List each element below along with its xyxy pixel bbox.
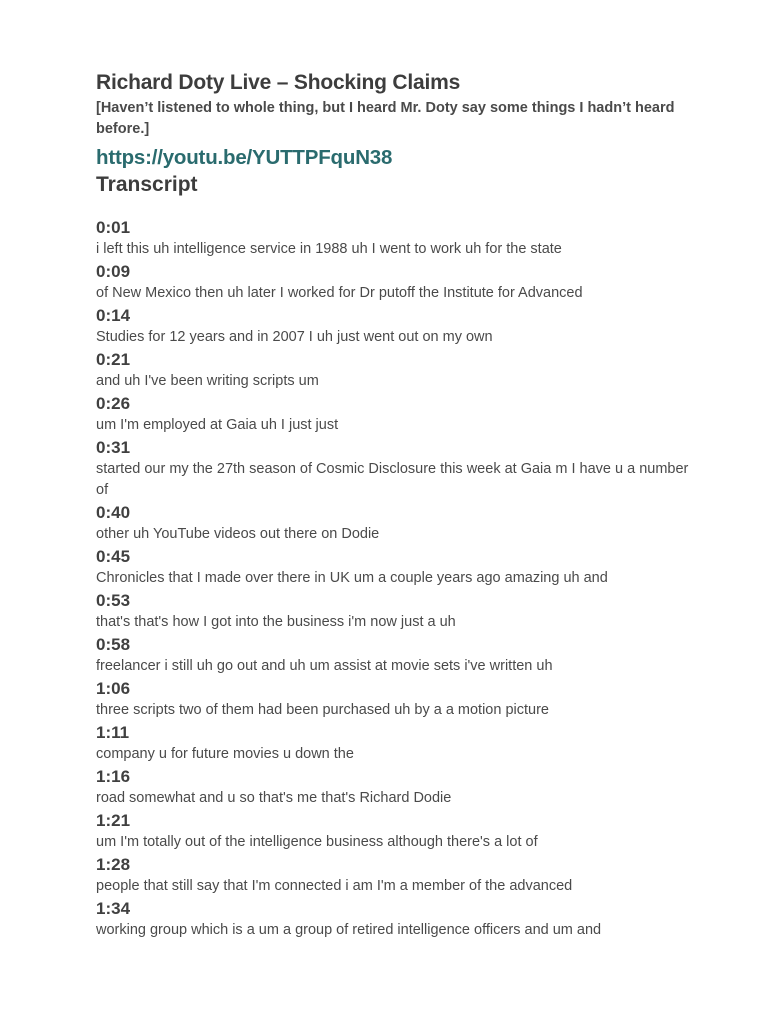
- transcript-entry: [96, 436, 696, 501]
- transcript-list: [96, 216, 696, 941]
- timestamp[interactable]: 1:06: [96, 679, 131, 698]
- transcript-text: um I'm employed at Gaia uh I just just: [96, 417, 339, 433]
- transcript-entry: [96, 721, 696, 765]
- transcript-entry: [96, 304, 696, 348]
- transcript-text: freelancer i still uh go out and uh um assist at movie sets i've written uh: [96, 658, 553, 674]
- transcript-text: other uh YouTube videos out there on Dodie: [96, 526, 380, 542]
- transcript-entry: [96, 589, 696, 633]
- timestamp[interactable]: 0:40: [96, 503, 131, 522]
- timestamp[interactable]: 0:45: [96, 547, 131, 566]
- timestamp[interactable]: 0:58: [96, 635, 131, 654]
- transcript-text: road somewhat and u so that's me that's Richard Dodie: [96, 790, 452, 806]
- post-note: [Haven’t listened to whole thing, but I heard Mr. Doty say some things I hadn’t heard before.]: [96, 100, 675, 137]
- transcript-entry: [96, 260, 696, 304]
- timestamp[interactable]: 1:11: [96, 723, 130, 742]
- transcript-text: that's that's how I got into the business i'm now just a uh: [96, 614, 456, 630]
- document-page: [96, 70, 696, 941]
- timestamp[interactable]: 0:14: [96, 306, 131, 325]
- timestamp[interactable]: 0:26: [96, 394, 131, 413]
- transcript-entry: [96, 633, 696, 677]
- transcript-text: um I'm totally out of the intelligence business although there's a lot of: [96, 834, 538, 850]
- transcript-entry: [96, 677, 696, 721]
- timestamp[interactable]: 0:21: [96, 350, 131, 369]
- post-title: Richard Doty Live – Shocking Claims: [96, 71, 461, 94]
- timestamp[interactable]: 0:01: [96, 218, 131, 237]
- transcript-entry: [96, 216, 696, 260]
- transcript-entry: [96, 809, 696, 853]
- transcript-text: company u for future movies u down the: [96, 746, 354, 762]
- timestamp[interactable]: 0:09: [96, 262, 131, 281]
- transcript-text: people that still say that I'm connected i am I'm a member of the advanced: [96, 878, 573, 894]
- transcript-text: of New Mexico then uh later I worked for Dr putoff the Institute for Advanced: [96, 285, 583, 301]
- transcript-text: three scripts two of them had been purchased uh by a a motion picture: [96, 702, 549, 718]
- transcript-heading: Transcript: [96, 173, 198, 196]
- transcript-entry: [96, 897, 696, 941]
- transcript-entry: [96, 392, 696, 436]
- video-link[interactable]: https://youtu.be/YUTTPFquN38: [96, 146, 393, 169]
- transcript-entry: [96, 765, 696, 809]
- transcript-entry: [96, 348, 696, 392]
- transcript-text: working group which is a um a group of retired intelligence officers and um and: [96, 922, 602, 938]
- timestamp[interactable]: 1:16: [96, 767, 131, 786]
- timestamp[interactable]: 0:31: [96, 438, 131, 457]
- transcript-text: and uh I've been writing scripts um: [96, 373, 319, 389]
- transcript-text: Chronicles that I made over there in UK um a couple years ago amazing uh and: [96, 570, 608, 586]
- timestamp[interactable]: 1:21: [96, 811, 131, 830]
- transcript-text: Studies for 12 years and in 2007 I uh just went out on my own: [96, 329, 493, 345]
- timestamp[interactable]: 1:28: [96, 855, 131, 874]
- transcript-entry: [96, 501, 696, 545]
- timestamp[interactable]: 1:34: [96, 899, 131, 918]
- transcript-text: started our my the 27th season of Cosmic Disclosure this week at Gaia m I have u a number of: [96, 461, 689, 498]
- transcript-entry: [96, 853, 696, 897]
- transcript-entry: [96, 545, 696, 589]
- timestamp[interactable]: 0:53: [96, 591, 131, 610]
- transcript-text: i left this uh intelligence service in 1988 uh I went to work uh for the state: [96, 241, 562, 257]
